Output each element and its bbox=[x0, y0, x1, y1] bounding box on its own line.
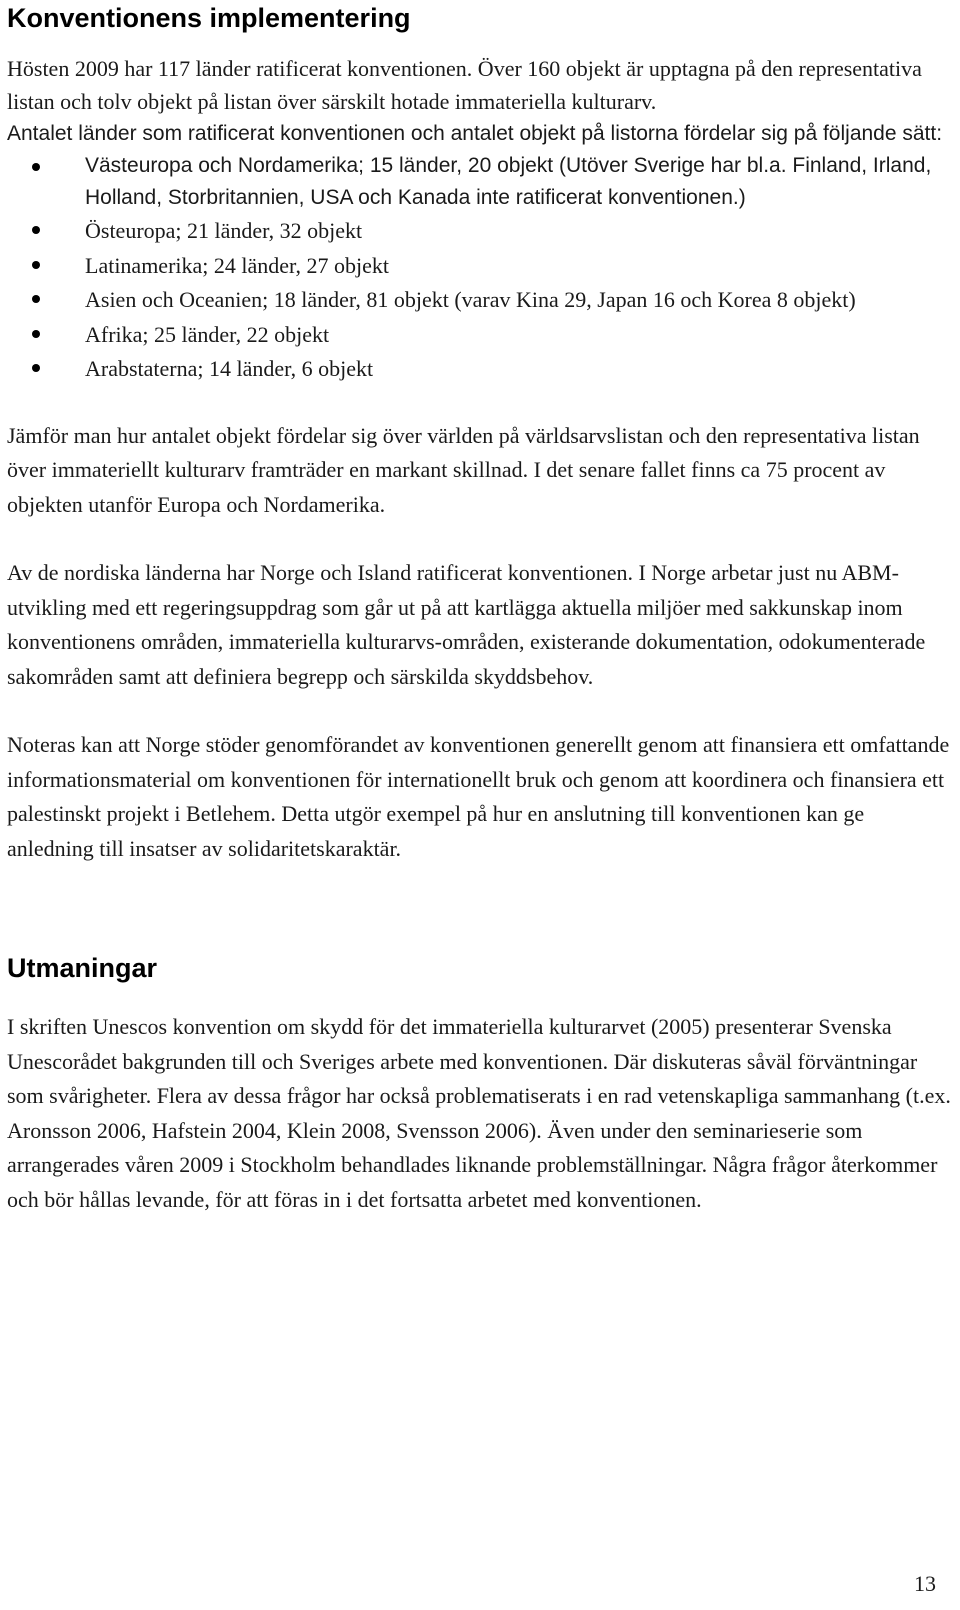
nordic-paragraph: Av de nordiska länderna har Norge och Island ratificerat konventionen. I Norge arbetar just nu ABM-utvikling med ett regeringsuppdrag som går ut på att kartlägga aktuella miljöer med sakkunskap inom konventionens områden, immateriella kulturarvs-områden, existerande dokumentation, odokumenterade sakområden samt att definiera begrepp och särskilda skyddsbehov. bbox=[7, 560, 926, 689]
list-item-arab-states: Arabstaterna; 14 länder, 6 objekt bbox=[7, 352, 955, 387]
distribution-intro: Antalet länder som ratificerat konventionen och antalet objekt på listorna fördelar sig på följande sätt: bbox=[7, 122, 943, 145]
section-heading-challenges: Utmaningar bbox=[7, 953, 158, 983]
list-item-asia-oceania: Asien och Oceanien; 18 länder, 81 objekt (varav Kina 29, Japan 16 och Korea 8 objekt) bbox=[7, 283, 955, 318]
document-page bbox=[7, 0, 955, 1217]
comparison-paragraph: Jämför man hur antalet objekt fördelar sig över världen på världsarvslistan och den representativa listan över immateriellt kulturarv framträder en markant skillnad. I det senare fallet finns ca 75 procent av objekten utanför Europa och Nordamerika. bbox=[7, 422, 920, 517]
challenges-paragraph: I skriften Unescos konvention om skydd för det immateriella kulturarvet (2005) presenterar Svenska Unescorådet bakgrunden till och Sveriges arbete med konventionen. Där diskuteras såväl förväntningar som svårigheter. Flera av dessa frågor har också problematiserats i en rad vetenskapliga sammanhang (t.ex. Aronsson 2006, Hafstein 2004, Klein 2008, Svensson 2006). Även under den seminarieserie som arrangerades våren 2009 i Stockholm behandlades liknande problemställningar. Några frågor återkommer och bör hållas levande, för att föras in i det fortsatta arbetet med konventionen. bbox=[7, 1014, 951, 1212]
section-heading: Konventionens implementering bbox=[7, 3, 411, 33]
list-item-western-europe: Västeuropa och Nordamerika; 15 länder, 20 objekt (Utöver Sverige har bl.a. Finland, Irland, Holland, Storbritannien, USA och Kanada inte ratificerat konventionen.) bbox=[7, 150, 955, 214]
page-number: 13 bbox=[914, 1571, 936, 1596]
norway-paragraph: Noteras kan att Norge stöder genomförandet av konventionen generellt genom att finansiera ett omfattande informationsmaterial om konventionen för internationellt bruk och genom att koordinera och finansiera ett palestinskt projekt i Betlehem. Detta utgör exempel på hur en anslutning till konventionen kan ge anledning till insatser av solidaritetskaraktär. bbox=[7, 732, 950, 861]
region-list bbox=[7, 150, 955, 387]
list-item-latin-america: Latinamerika; 24 länder, 27 objekt bbox=[7, 249, 955, 284]
list-item-africa: Afrika; 25 länder, 22 objekt bbox=[7, 318, 955, 353]
intro-paragraph: Hösten 2009 har 117 länder ratificerat konventionen. Över 160 objekt är upptagna på den representativa listan och tolv objekt på listan över särskilt hotade immateriella kulturarv. bbox=[7, 56, 922, 114]
list-item-eastern-europe: Östeuropa; 21 länder, 32 objekt bbox=[7, 214, 955, 249]
